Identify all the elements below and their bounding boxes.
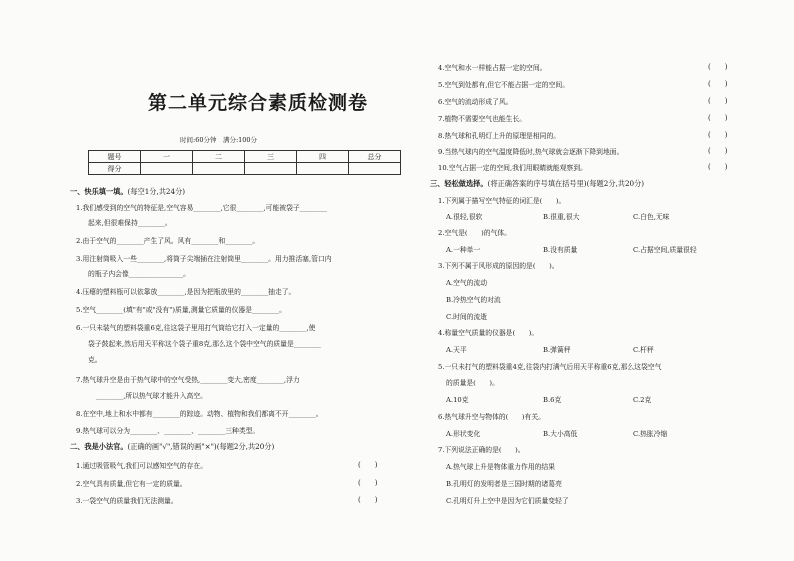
score-input-cell[interactable]: [297, 163, 349, 175]
question-line: 的瓶子内会像________________。: [88, 270, 190, 278]
section-title: 三、轻松做选择。: [430, 179, 488, 188]
choice-option[interactable]: A.天平: [446, 346, 467, 354]
choice-option[interactable]: B.很重,很大: [543, 213, 580, 221]
answer-bracket[interactable]: ( ): [358, 479, 378, 487]
section-heading: [70, 442, 274, 452]
choice-option[interactable]: C.孔明灯升上空中是因为它们质量变轻了: [446, 497, 569, 505]
score-input-cell[interactable]: [193, 163, 245, 175]
score-cell: 总分: [349, 151, 401, 163]
section-title: 一、快乐填一填。: [70, 187, 128, 196]
choice-option[interactable]: C.占据空间,质量很轻: [633, 246, 697, 254]
choice-question: 4.称量空气质量的仪器是( )。: [438, 329, 539, 337]
choice-question: 5.一只未打气的塑料袋重4克,往袋内打满气后用天平称重6克,那么这袋空气: [438, 363, 662, 371]
judge-item: 6.空气的流动形成了风。: [438, 98, 513, 106]
choice-question: 7.下列说法正确的是( )。: [438, 446, 525, 454]
score-cell: 一: [141, 151, 193, 163]
choice-question: 2.空气是( )的气体。: [438, 229, 511, 237]
question-line: 3.用注射筒吸入一些________,将筒子尖端插在注射筒里________。用力推活塞,管口内: [76, 255, 332, 263]
answer-bracket[interactable]: ( ): [358, 461, 378, 469]
question-line: 2.由于空气的________产生了风。风有________和________。: [76, 237, 260, 245]
choice-option[interactable]: A.很轻,很软: [446, 213, 483, 221]
answer-bracket[interactable]: ( ): [708, 63, 728, 71]
answer-bracket[interactable]: ( ): [708, 147, 728, 155]
answer-bracket[interactable]: ( ): [708, 80, 728, 88]
question-line: 5.空气________(填"有"或"没有")质量,测量它质量的仪器是________。: [76, 306, 286, 314]
section-title: 二、我是小法官。: [70, 442, 128, 451]
question-line: 6.一只未装气的塑料袋重6克,往这袋子里用打气筒给它打入一定量的________,使: [76, 324, 316, 332]
score-cell: 题号: [89, 151, 141, 163]
choice-option[interactable]: B.大小高低: [543, 430, 578, 438]
answer-bracket[interactable]: ( ): [708, 97, 728, 105]
choice-option[interactable]: B.6克: [543, 396, 562, 404]
time-score-info: 时间:60分钟 满分:100分: [180, 136, 258, 144]
choice-option[interactable]: C.杆秤: [633, 346, 654, 354]
choice-option[interactable]: B.冷热空气的对流: [446, 296, 501, 304]
choice-question: 1.下列属于描写空气特征的词汇是( )。: [438, 197, 566, 205]
choice-question-continued: 的质量是( )。: [446, 379, 499, 387]
choice-option[interactable]: A.10克: [446, 396, 469, 404]
choice-question: 3.下列不属于风形成的原因的是( )。: [438, 262, 559, 270]
score-input-cell[interactable]: [141, 163, 193, 175]
judge-item: 10.空气占据一定的空间,我们用眼睛就能观察到。: [438, 164, 587, 172]
score-table: [88, 150, 401, 175]
answer-bracket[interactable]: ( ): [358, 496, 378, 504]
choice-option[interactable]: B.弹簧秤: [543, 346, 571, 354]
choice-option[interactable]: A.热气球上升是物体重力作用的结果: [446, 463, 556, 471]
question-line: 袋子鼓起来,然后用天平称这个袋子重8克,那么这个袋中空气的质量是________: [88, 340, 321, 348]
score-input-cell[interactable]: [245, 163, 297, 175]
section-heading: [430, 179, 644, 189]
judge-item: 8.热气球和孔明灯上升的原理是相同的。: [438, 132, 561, 140]
judge-item: 9.当热气球内的空气温度降低时,热气球就会逐渐下降到地面。: [438, 148, 624, 156]
choice-option[interactable]: C.白色,无味: [633, 213, 670, 221]
question-line: 8.在空中,地上和水中都有________的踪迹。动物、植物和我们都离不开________。: [76, 410, 323, 418]
answer-bracket[interactable]: ( ): [708, 131, 728, 139]
judge-item: 1.通过吸管吸气,我们可以感知空气的存在。: [76, 462, 207, 470]
choice-option[interactable]: C.2克: [633, 396, 652, 404]
page-title: 第二单元综合素质检测卷: [148, 92, 369, 114]
score-table-row: [89, 163, 401, 175]
section-heading: [70, 187, 185, 197]
question-line: ________,所以热气球才能升入高空。: [96, 392, 207, 400]
judge-item: 5.空气到处都有,但它不能占据一定的空间。: [438, 81, 569, 89]
question-line: 7.热气球升空是由于热气球中的空气受热,________变大,密度________,浮力: [76, 376, 300, 384]
question-line: 4.压瘪的塑料瓶可以依靠放________,是因为把瓶放里的________抽走了。: [76, 288, 296, 296]
score-cell: 三: [245, 151, 297, 163]
answer-bracket[interactable]: ( ): [708, 114, 728, 122]
question-line: 1.我们感受到的空气的特征是,空气容易________,它很________,可能被袋子________: [76, 204, 327, 212]
question-line: 9.热气球可以分为________、________、________三种类型。: [76, 427, 260, 435]
choice-option[interactable]: B.没有质量: [543, 246, 578, 254]
choice-question: 6.热气球升空与物体的( )有关。: [438, 413, 545, 421]
question-line: 克。: [88, 356, 102, 364]
choice-option[interactable]: A.形状变化: [446, 430, 481, 438]
judge-item: 3.一袋空气的质量我们无法测量。: [76, 497, 178, 505]
score-table-row: [89, 151, 401, 163]
section-note: (正确的画"√",错误的画"×")(每题2分,共20分): [127, 442, 275, 451]
judge-item: 7.植物不需要空气也能生长。: [438, 115, 527, 123]
judge-item: 2.空气具有质量,但它有一定的质量。: [76, 480, 187, 488]
judge-item: 4.空气和水一样能占据一定的空间。: [438, 64, 547, 72]
section-note: (每空1分,共24分): [127, 187, 186, 196]
choice-option[interactable]: A.一种单一: [446, 246, 481, 254]
answer-bracket[interactable]: ( ): [708, 163, 728, 171]
score-cell: 四: [297, 151, 349, 163]
score-cell: 二: [193, 151, 245, 163]
score-input-cell[interactable]: [349, 163, 401, 175]
choice-option[interactable]: C.热胀冷缩: [633, 430, 668, 438]
choice-option[interactable]: B.孔明灯的发明者是三国时期的诸葛亮: [446, 480, 562, 488]
question-line: 起来,但很难保持________。: [88, 219, 172, 227]
choice-option[interactable]: C.时间的流逝: [446, 313, 488, 321]
score-cell: 得分: [89, 163, 141, 175]
section-note: (将正确答案的序号填在括号里)(每题2分,共20分): [487, 179, 645, 188]
choice-option[interactable]: A.空气的流动: [446, 279, 488, 287]
